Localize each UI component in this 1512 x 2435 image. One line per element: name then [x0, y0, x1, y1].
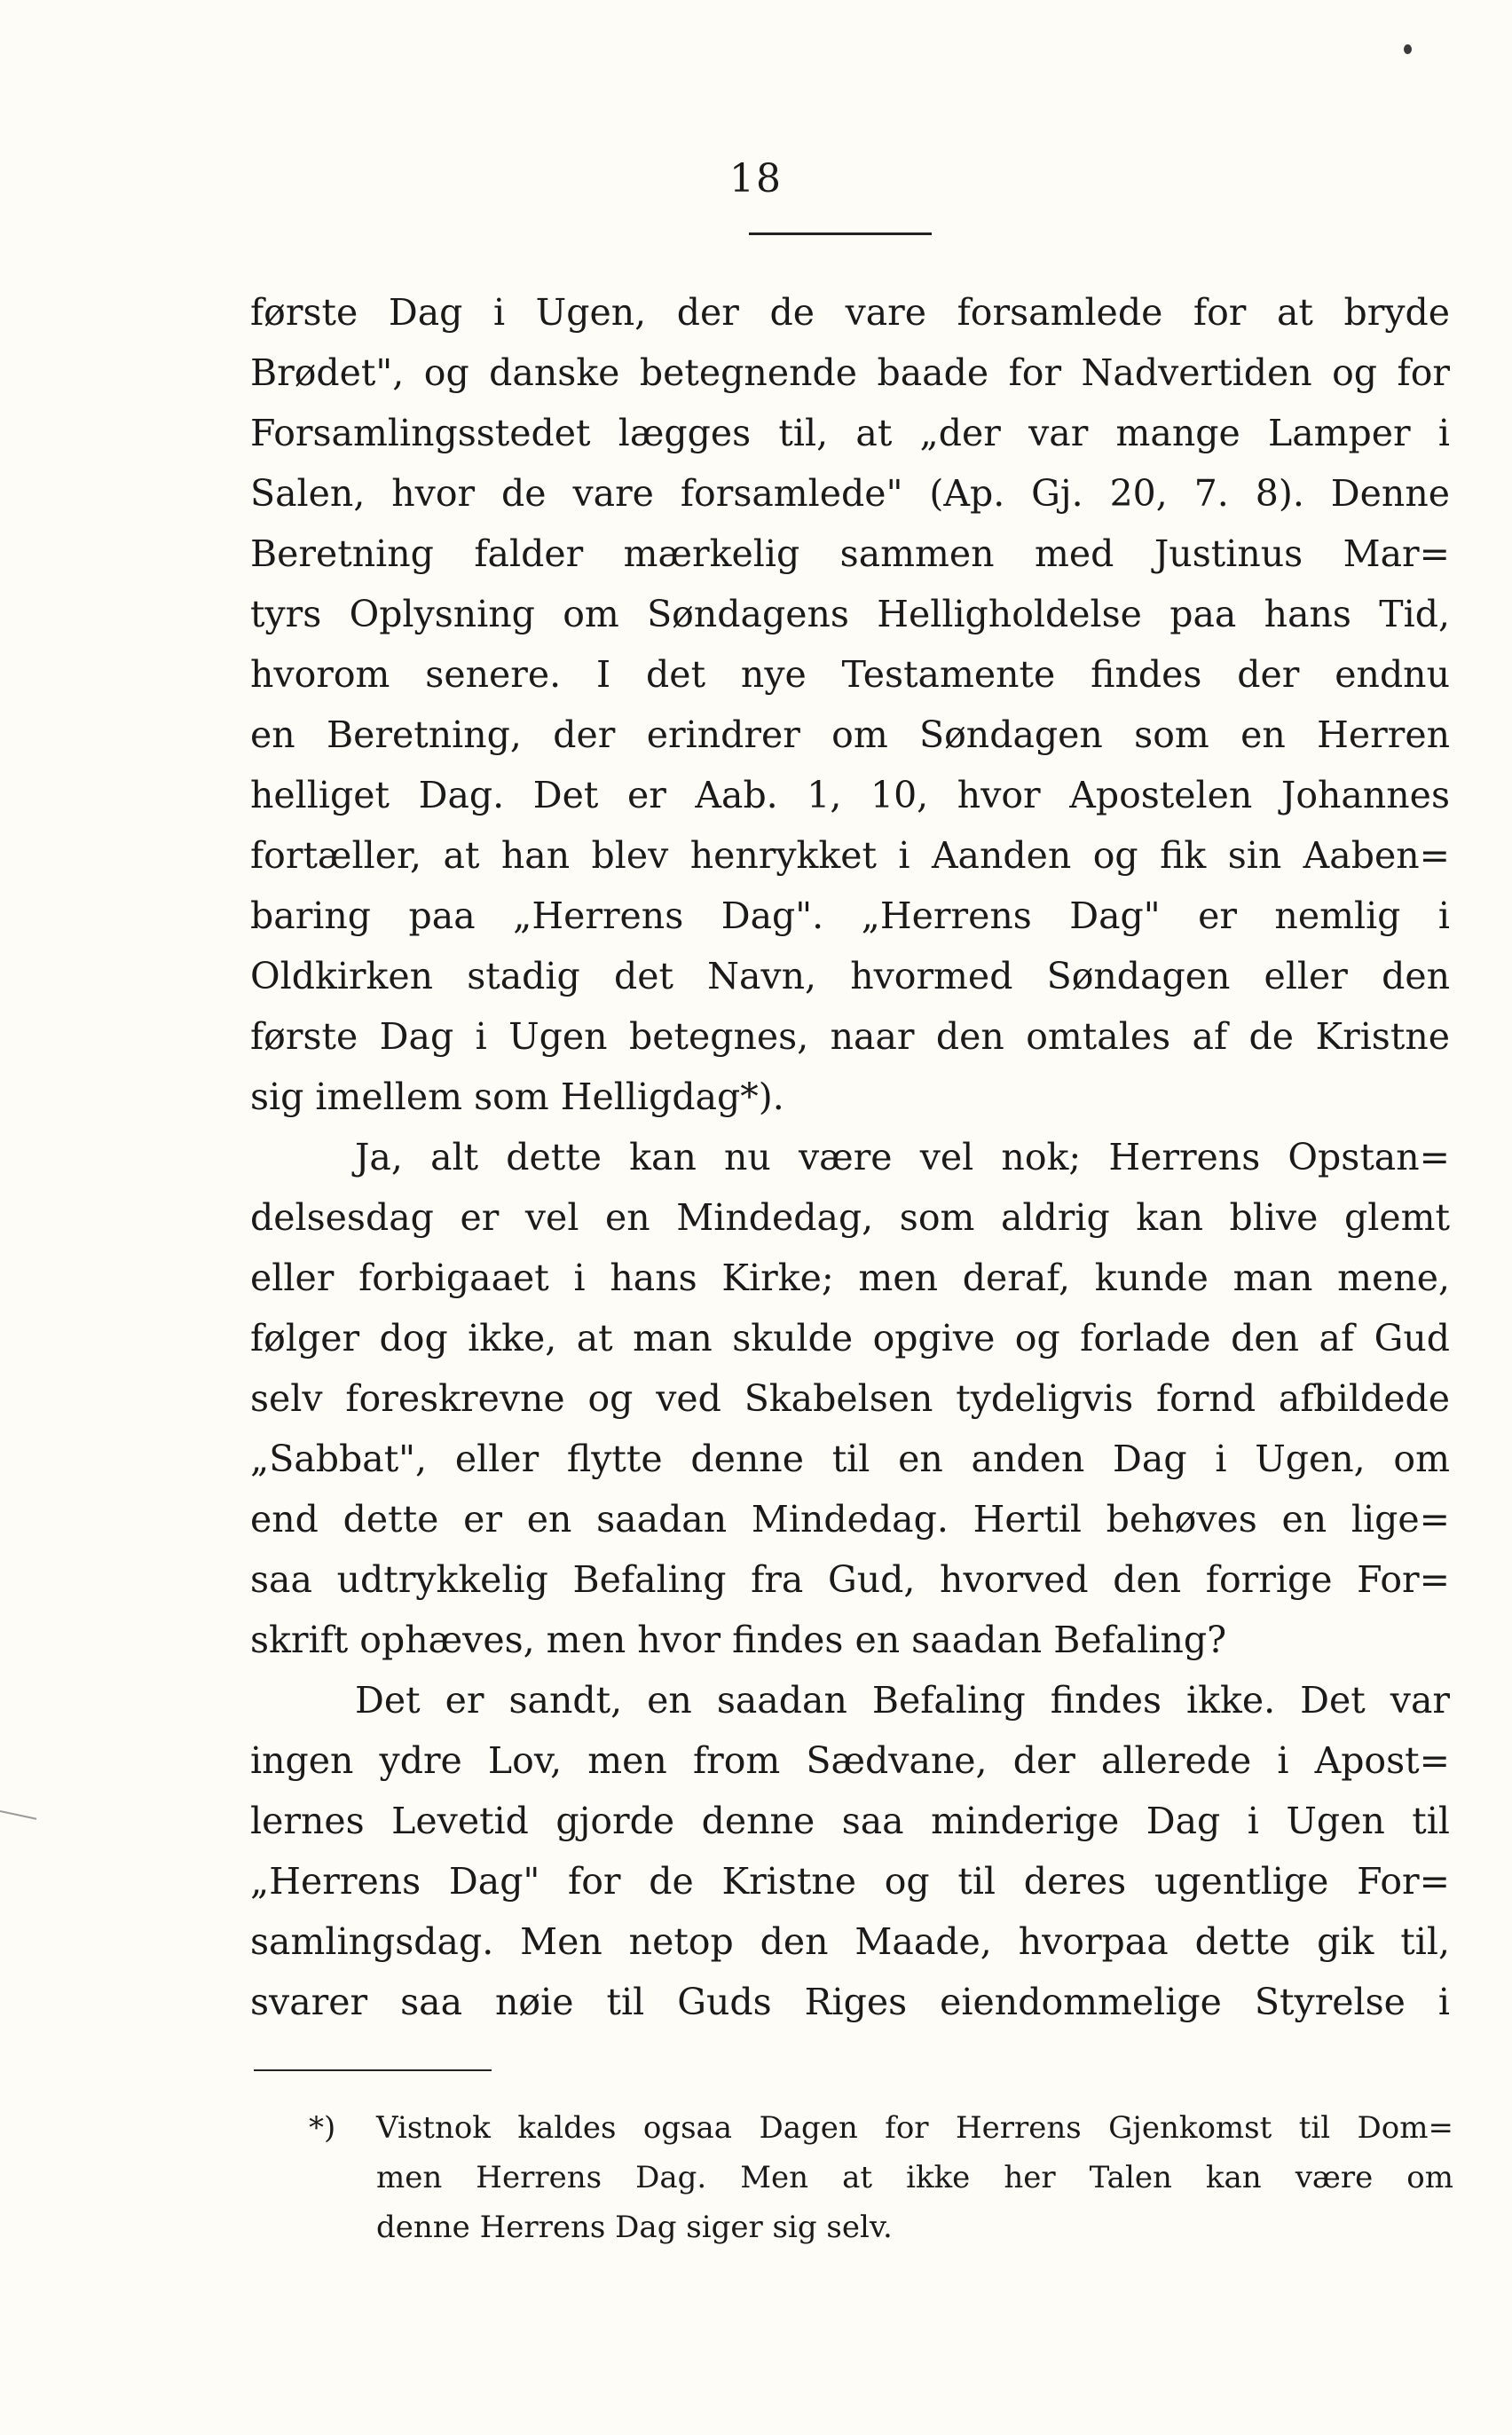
body-line: Brødet", og danske betegnende baade for Nadvertiden og for — [250, 351, 1450, 394]
body-line: baring paa „Herrens Dag". „Herrens Dag" er nemlig i — [250, 894, 1450, 937]
body-line: Forsamlingsstedet lægges til, at „der var mange Lamper i — [250, 412, 1450, 454]
body-line: Oldkirken stadig det Navn, hvormed Søndagen eller den — [250, 955, 1450, 997]
body-line: skrift ophæves, men hvor findes en saadan Befaling? — [250, 1619, 1227, 1661]
body-line: svarer saa nøie til Guds Riges eiendommelige Styrelse i — [250, 1981, 1450, 2023]
body-line: Beretning falder mærkelig sammen med Justinus Mar= — [250, 532, 1450, 575]
body-line: end dette er en saadan Mindedag. Hertil behøves en lige= — [250, 1498, 1450, 1541]
body-line: eller forbigaaet i hans Kirke; men deraf, kunde man mene, — [250, 1257, 1450, 1299]
header-rule — [749, 232, 932, 235]
footnote-rule — [254, 2069, 492, 2071]
body-line: samlingsdag. Men netop den Maade, hvorpaa dette gik til, — [250, 1920, 1450, 1963]
body-line: ingen ydre Lov, men from Sædvane, der allerede i Apost= — [250, 1739, 1450, 1782]
body-line: „Herrens Dag" for de Kristne og til deres ugentlige For= — [250, 1860, 1450, 1903]
body-line: fortæller, at han blev henrykket i Aanden og fik sin Aaben= — [250, 834, 1450, 877]
body-line: sig imellem som Helligdag*). — [250, 1076, 784, 1118]
body-line: en Beretning, der erindrer om Søndagen som en Herren — [250, 713, 1450, 756]
body-line: første Dag i Ugen betegnes, naar den omtales af de Kristne — [250, 1015, 1450, 1058]
body-text — [250, 282, 1450, 2032]
body-line: Salen, hvor de vare forsamlede" (Ap. Gj. 20, 7. 8). Denne — [250, 472, 1450, 515]
body-line: første Dag i Ugen, der de vare forsamlede for at bryde — [250, 291, 1450, 334]
body-line: selv foreskrevne og ved Skabelsen tydeligvis fornd afbildede — [250, 1377, 1450, 1420]
body-line: Ja, alt dette kan nu være vel nok; Herrens Opstan= — [355, 1136, 1450, 1178]
body-line: „Sabbat", eller flytte denne til en anden Dag i Ugen, om — [250, 1438, 1450, 1480]
ink-speck — [1404, 44, 1412, 54]
footnote-line: denne Herrens Dag siger sig selv. — [376, 2210, 893, 2245]
footnote-line: men Herrens Dag. Men at ikke her Talen kan være om — [376, 2160, 1453, 2195]
body-line: følger dog ikke, at man skulde opgive og forlade den af Gud — [250, 1317, 1450, 1359]
body-line: lernes Levetid gjorde denne saa minderige Dag i Ugen til — [250, 1800, 1450, 1842]
body-line: Det er sandt, en saadan Befaling findes ikke. Det var — [355, 1679, 1450, 1722]
body-line: tyrs Oplysning om Søndagens Helligholdelse paa hans Tid, — [250, 593, 1450, 635]
body-line: delsesdag er vel en Mindedag, som aldrig kan blive glemt — [250, 1196, 1450, 1239]
body-line: hvorom senere. I det nye Testamente findes der endnu — [250, 653, 1450, 696]
page-number: 18 — [729, 156, 783, 201]
footnote-line: Vistnok kaldes ogsaa Dagen for Herrens Gjenkomst til Dom= — [376, 2110, 1453, 2146]
footnote-marker: *) — [309, 2110, 336, 2146]
edge-mark — [0, 1810, 36, 1820]
body-line: saa udtrykkelig Befaling fra Gud, hvorved den forrige For= — [250, 1558, 1450, 1601]
footnote — [309, 2103, 1453, 2252]
body-line: helliget Dag. Det er Aab. 1, 10, hvor Apostelen Johannes — [250, 774, 1450, 816]
